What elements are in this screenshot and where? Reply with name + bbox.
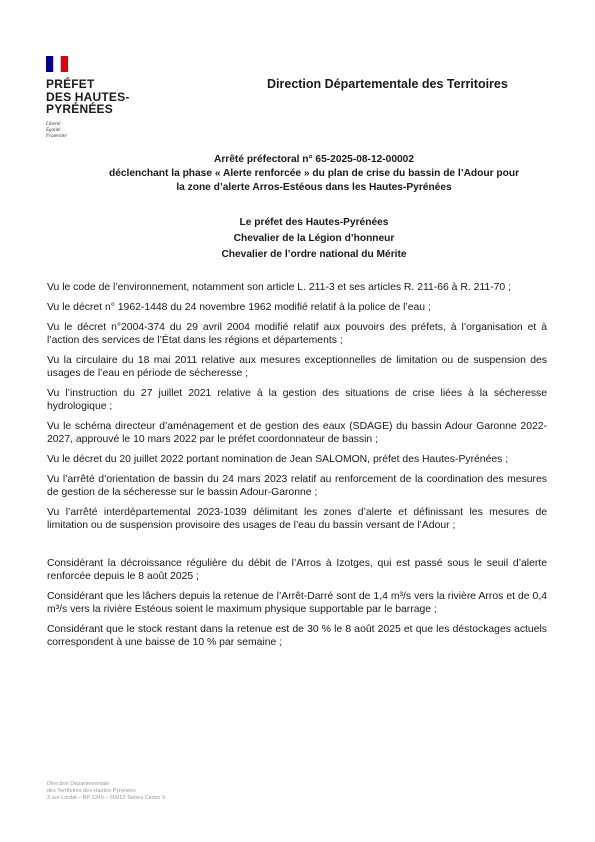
considerant-paragraph: Considérant que les lâchers depuis la retenue de l’Arrêt-Darré sont de 1,4 m³/s vers la rivière Arros et de 0,4 m³/s vers la rivière Estéous soient le maximum physique supportable par le barrage ; [47,591,547,615]
prefecture-name-line: PYRÉNÉES [46,102,113,116]
vu-paragraph: Vu l’instruction du 27 juillet 2021 relative à la gestion des situations de crise liées à la sécheresse hydrologique ; [47,388,547,412]
prefect-honor-line: Chevalier de la Légion d’honneur [233,233,395,244]
section-spacer [47,539,547,557]
prefecture-name [46,78,156,116]
vu-paragraph: Vu le décret du 20 juillet 2022 portant nomination de Jean SALOMON, préfet des Hautes-Pyrénées ; [47,454,509,465]
vu-paragraph: Vu le décret n°2004-374 du 29 avril 2004 modifié relatif aux pouvoirs des préfets, à l’organisation et à l’action des services de l’État dans les régions et départements ; [47,322,547,346]
vu-paragraph: Vu l’arrêté d’orientation de bassin du 24 mars 2023 relatif au renforcement de la coordination des mesures de gestion de la sécheresse sur le bassin Adour-Garonne ; [47,474,547,498]
decree-subject-line: déclenchant la phase « Alerte renforcée » du plan de crise du bassin de l’Adour pour [108,168,520,179]
prefect-titles [40,215,588,263]
decree-body [47,281,547,656]
prefecture-logo [46,56,156,140]
page-footer [47,781,165,802]
prefecture-name-line: PRÉFET [46,77,95,91]
decree-title [40,153,588,195]
prefecture-name-line: DES HAUTES- [46,89,130,104]
vu-paragraph: Vu l’arrêté interdépartemental 2023-1039 délimitant les zones d’alerte et définissant les mesures de limitation ou de suspension provisoire des usages de l’eau du bassin versant de l’Adour ; [47,507,547,531]
prefect-name-line: Le préfet des Hautes-Pyrénées [239,217,389,228]
motto-line: Liberté [46,121,61,127]
vu-paragraph: Vu le schéma directeur d’aménagement et de gestion des eaux (SDAGE) du bassin Adour Garonne 2022-2027, approuvé le 10 mars 2022 par le préfet coordonnateur de bassin ; [47,421,547,445]
marianne-flag-icon [46,56,68,72]
decree-number: Arrêté préfectoral n° 65-2025-08-12-00002 [213,154,414,165]
footer-line: Direction Départementale [47,781,110,787]
department-heading: Direction Départementale des Territoires [267,77,508,91]
prefect-honor-line: Chevalier de l’ordre national du Mérite [221,249,407,260]
considerant-paragraph: Considérant la décroissance régulière du débit de l’Arros à Izotges, qui est passé sous le seuil d’alerte renforcée depuis le 8 août 2025 ; [47,558,547,582]
vu-paragraph: Vu la circulaire du 18 mai 2011 relative aux mesures exceptionnelles de limitation ou de suspension des usages de l’eau en période de sécheresse ; [47,355,547,379]
decree-subject-line: la zone d’alerte Arros-Estéous dans les Hautes-Pyrénées [176,182,452,193]
footer-line: 3 rue Lordat – BP 1349 – 65013 Tarbes Cedex 9 [47,795,166,801]
footer-line: des Territoires des Hautes-Pyrénées [47,788,136,794]
vu-paragraph: Vu le code de l’environnement, notamment son article L. 211-3 et ses articles R. 211-66 à R. 211-70 ; [47,282,511,293]
republic-motto [46,122,156,140]
motto-line: Égalité [46,127,61,133]
vu-paragraph: Vu le décret n° 1962-1448 du 24 novembre 1962 modifié relatif à la police de l’eau ; [47,302,431,313]
motto-line: Fraternité [46,133,67,139]
considerant-paragraph: Considérant que le stock restant dans la retenue est de 30 % le 8 août 2025 et que les déstockages actuels correspondent à une baisse de 10 % par semaine ; [47,624,547,648]
